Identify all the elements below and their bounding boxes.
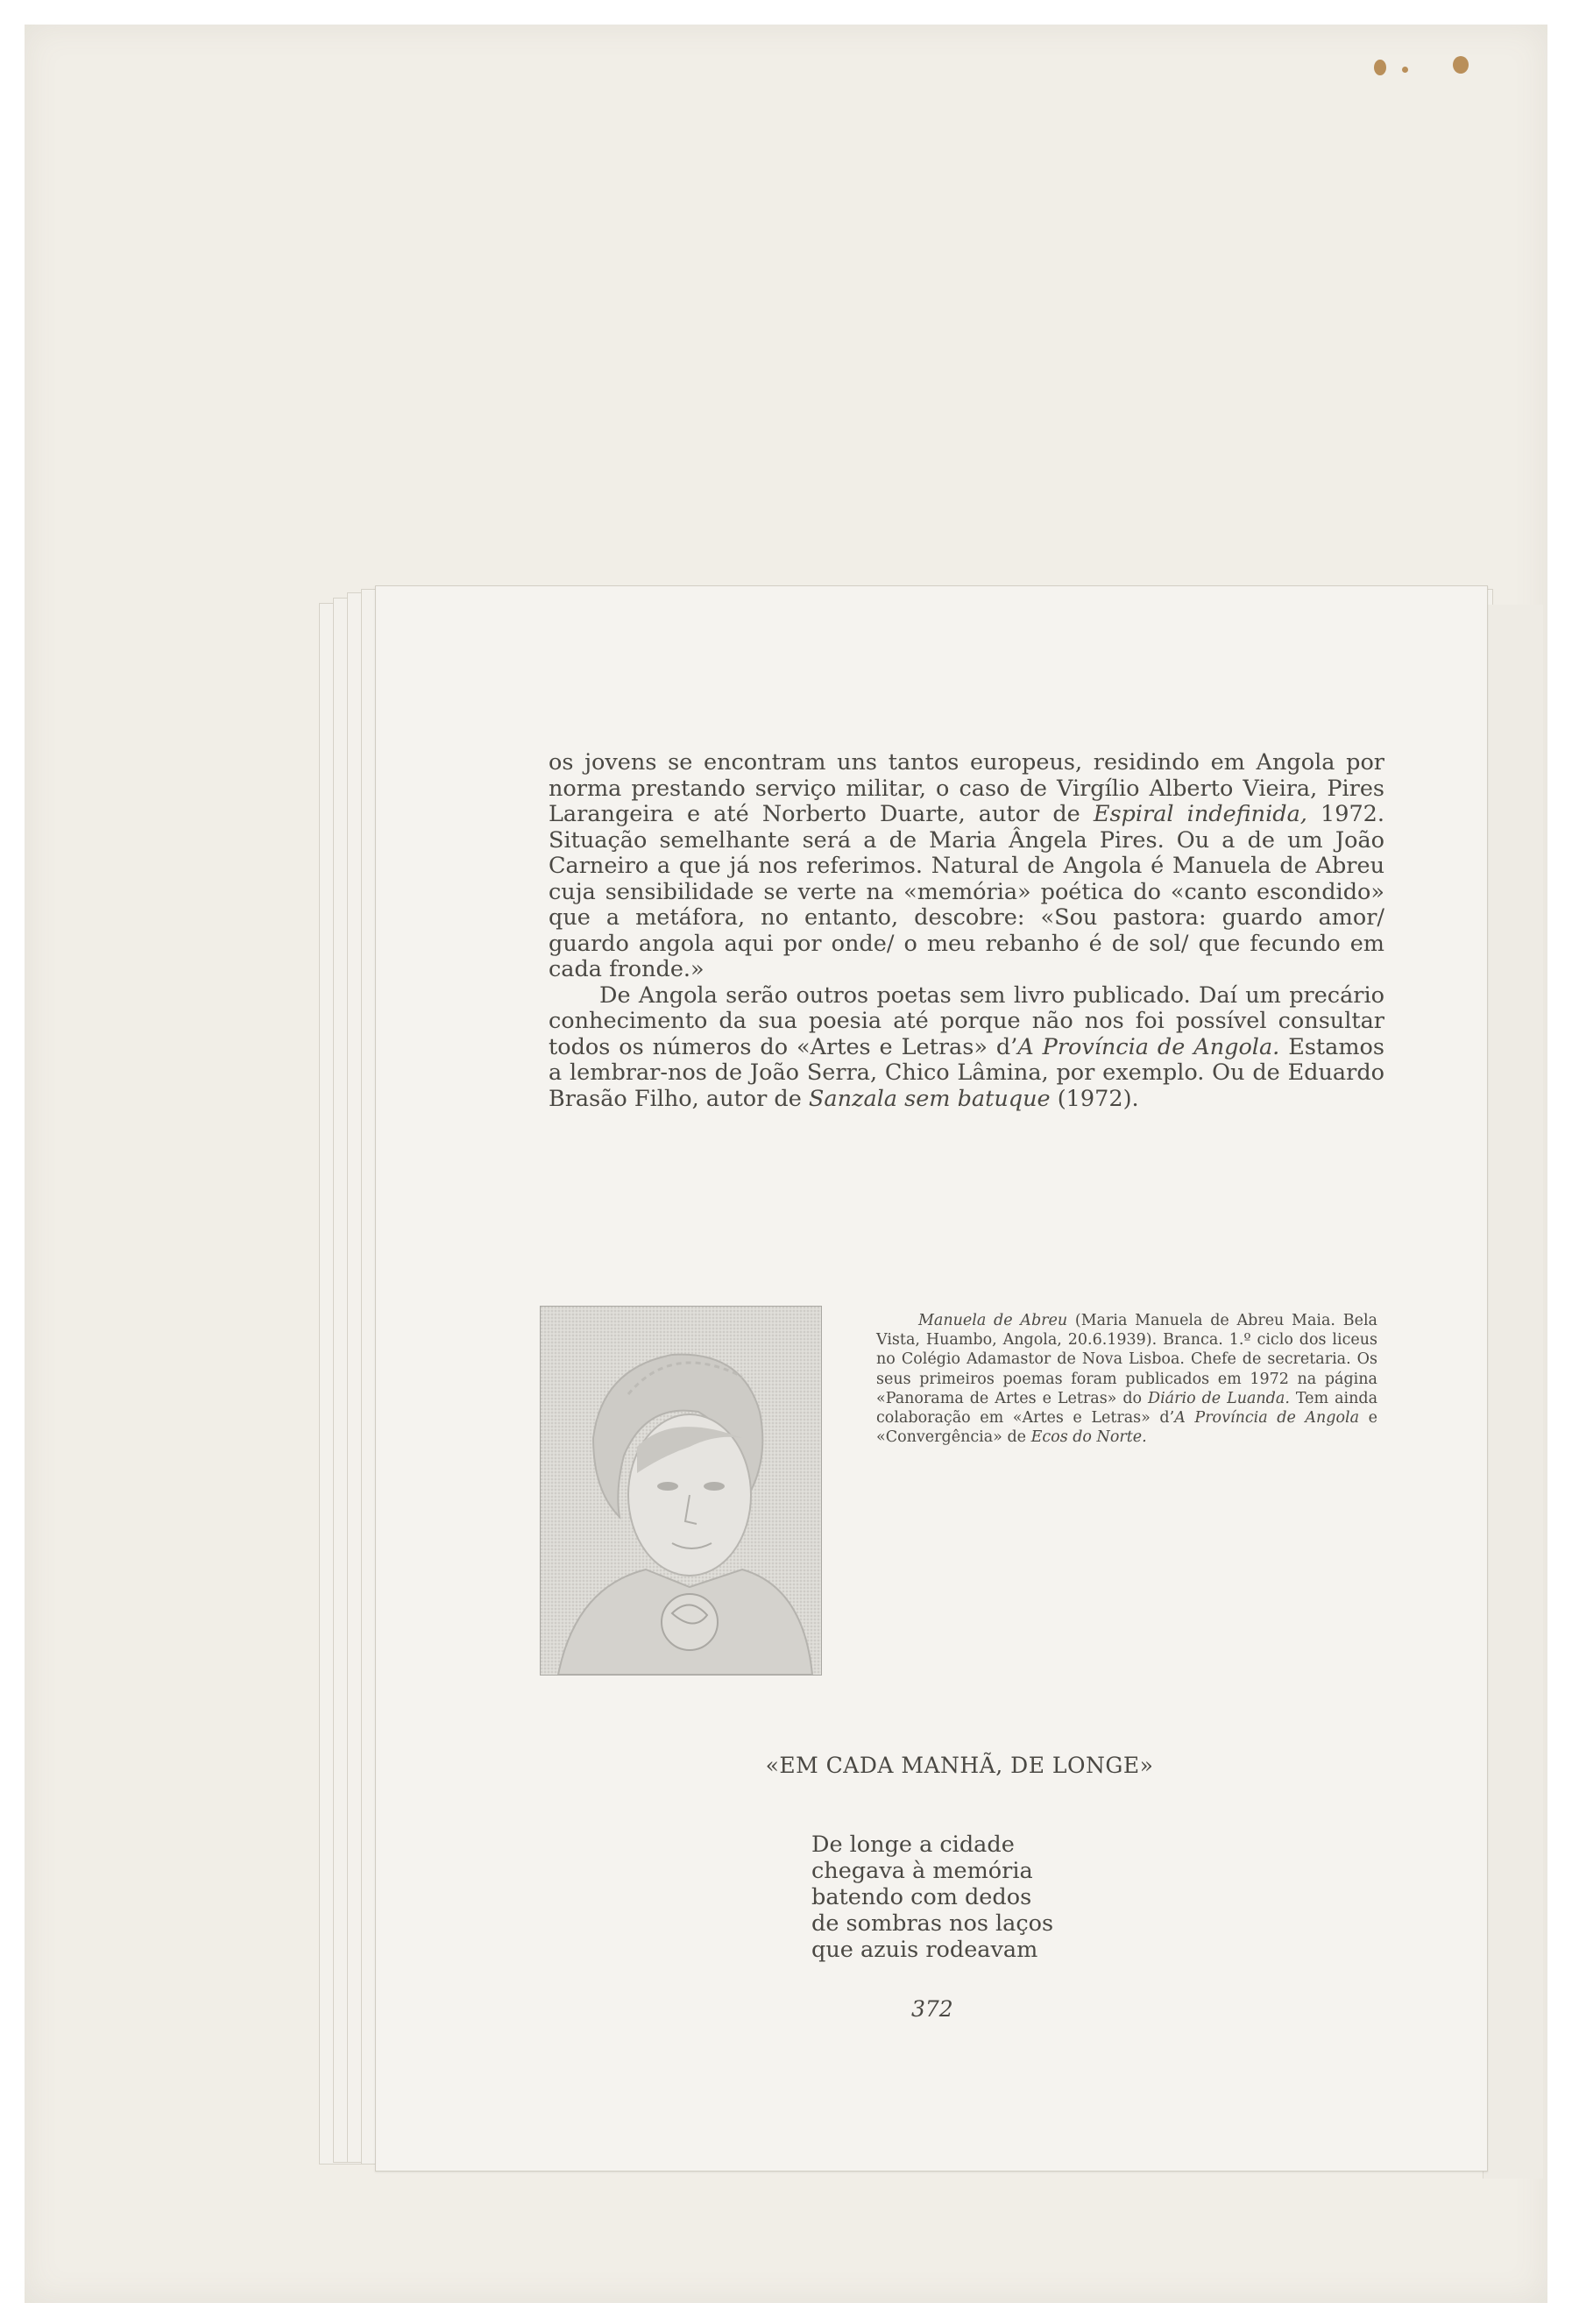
portrait-illustration: [541, 1307, 821, 1675]
poem-verse: [811, 1832, 1053, 1963]
poem-line: que azuis rodeavam: [811, 1937, 1038, 1963]
author-bio: [876, 1311, 1377, 1447]
article-paragraph: [549, 983, 1384, 1113]
article-paragraph: [549, 750, 1384, 983]
italic-title: Manuela de Abreu: [918, 1312, 1068, 1329]
page-number: 372: [911, 1996, 953, 2022]
poem-line: de sombras nos laços: [811, 1910, 1054, 1937]
italic-title: Sanzala sem batuque: [808, 1085, 1051, 1112]
text-run: 1972. Situação semelhante será a de Maria Ângela Pires. Ou a de um João Carneiro a que já nos referimos. Natural de Angola é Manuela de Abreu cuja sensibilidade se verte na «memória» poética do «canto escondido» que a metáfora, no entanto, descobre: «Sou pastora: guardo amor/ guardo angola aqui por onde/ o meu rebanho é de sol/ que fecundo em cada fronde.»: [549, 801, 1384, 982]
punch-hole-left: [1374, 60, 1386, 75]
text-run: e «Convergência» de: [876, 1409, 1378, 1447]
italic-title: A Província de Angola: [1174, 1409, 1360, 1428]
backing-strip: [1483, 605, 1543, 2179]
text-run: os jovens se encontram uns tantos europeus, residindo em Angola por norma prestando serviço militar, o caso de Virgílio Alberto Vieira, Pires Larangeira e até Norberto Duarte, autor de: [549, 749, 1384, 827]
poem-title: «EM CADA MANHÃ, DE LONGE»: [765, 1753, 1154, 1778]
poem-line: chegava à memória: [811, 1858, 1033, 1884]
punch-hole-right: [1453, 56, 1469, 74]
text-run: De Angola serão outros poetas sem livro publicado. Daí um precário conhecimento da sua poesia até porque não nos foi possível consultar todos os números do «Artes e Letras» d’: [549, 981, 1384, 1060]
author-portrait: [540, 1306, 822, 1676]
bio-text: [876, 1312, 1377, 1446]
text-run: Estamos a lembrar-nos de João Serra, Chico Lâmina, por exemplo. Ou de Eduardo Brasão Filho, autor de: [549, 1033, 1384, 1112]
italic-title: Espiral indefinida,: [1093, 801, 1307, 827]
poem-line: batendo com dedos: [811, 1884, 1032, 1910]
text-run: Tem ainda colaboração em «Artes e Letras» d’: [876, 1389, 1378, 1428]
punch-hole-mid: [1402, 67, 1408, 73]
italic-title: A Província de Angola.: [1017, 1033, 1280, 1060]
article-text: [549, 750, 1384, 1112]
text-run: (Maria Manuela de Abreu Maia. Bela Vista, Huambo, Angola, 20.6.1939). Branca. 1.º ciclo dos liceus no Colégio Adamastor de Nova Lisboa. Chefe de secretaria. Os seus primeiros poemas foram publicados em 1972 na página «Panorama de Artes e Letras» do: [876, 1312, 1377, 1407]
italic-title: Ecos do Norte.: [1030, 1428, 1147, 1447]
text-run: (1972).: [1050, 1085, 1139, 1112]
italic-title: Diário de Luanda.: [1148, 1389, 1290, 1407]
poem-line: De longe a cidade: [811, 1832, 1015, 1858]
